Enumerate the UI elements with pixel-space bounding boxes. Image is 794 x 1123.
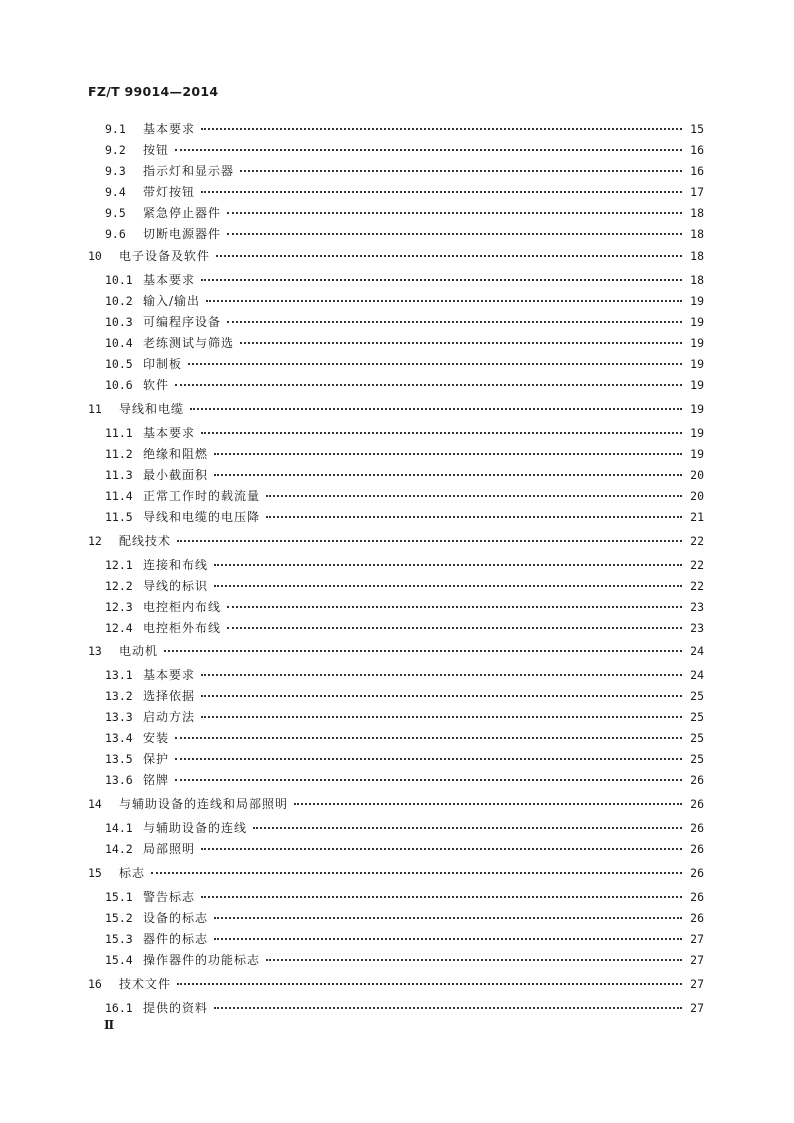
- toc-entry-page: 25: [690, 731, 704, 745]
- toc-entry[interactable]: [105, 930, 704, 948]
- toc-entry-title: 提供的资料: [143, 1001, 209, 1015]
- toc-entry-number: 13.2: [105, 689, 133, 703]
- toc-entry[interactable]: [88, 975, 704, 993]
- toc-entry-page: 15: [690, 122, 704, 136]
- toc-leader-dots: [175, 757, 682, 760]
- toc-entry-page: 22: [690, 558, 704, 572]
- toc-entry-title: 按钮: [143, 143, 170, 157]
- toc-entry-title: 电子设备及软件: [119, 249, 211, 263]
- toc-entry[interactable]: [105, 445, 704, 463]
- toc-entry-page: 25: [690, 710, 704, 724]
- toc-entry-number: 15: [88, 866, 102, 880]
- toc-entry-number: 16: [88, 977, 102, 991]
- toc-leader-dots: [240, 341, 682, 344]
- standard-code: FZ/T 99014—2014: [88, 84, 219, 99]
- toc-entry-page: 22: [690, 579, 704, 593]
- toc-entry[interactable]: [105, 120, 704, 138]
- toc-entry-page: 18: [690, 227, 704, 241]
- toc-entry-title: 警告标志: [143, 890, 196, 904]
- toc-entry[interactable]: [105, 487, 704, 505]
- toc-entry-title: 电控柜外布线: [143, 621, 222, 635]
- toc-entry-number: 13.4: [105, 731, 133, 745]
- toc-entry-title: 带灯按钮: [143, 185, 196, 199]
- toc-entry-number: 11.5: [105, 510, 133, 524]
- toc-entry-title: 选择依据: [143, 689, 196, 703]
- toc-entry-number: 13.6: [105, 773, 133, 787]
- toc-entry-title: 紧急停止器件: [143, 206, 222, 220]
- toc-entry-title: 导线的标识: [143, 579, 209, 593]
- toc-entry[interactable]: [105, 466, 704, 484]
- toc-entry-title: 基本要求: [143, 122, 196, 136]
- toc-leader-dots: [175, 736, 682, 739]
- toc-entry-page: 16: [690, 143, 704, 157]
- toc-leader-dots: [151, 871, 682, 874]
- toc-entry-number: 14: [88, 797, 102, 811]
- toc-entry-page: 19: [690, 294, 704, 308]
- toc-entry[interactable]: [105, 225, 704, 243]
- toc-leader-dots: [266, 958, 682, 961]
- toc-entry-title: 导线和电缆: [119, 402, 185, 416]
- toc-leader-dots: [201, 694, 682, 697]
- toc-entry-number: 12.3: [105, 600, 133, 614]
- toc-entry-number: 11.1: [105, 426, 133, 440]
- toc-entry-title: 软件: [143, 378, 170, 392]
- toc-entry-title: 局部照明: [143, 842, 196, 856]
- toc-entry-title: 标志: [119, 866, 146, 880]
- toc-leader-dots: [175, 148, 682, 151]
- toc-entry-title: 老练测试与筛选: [143, 336, 235, 350]
- toc-leader-dots: [266, 515, 682, 518]
- toc-entry-title: 指示灯和显示器: [143, 164, 235, 178]
- toc-entry[interactable]: [105, 999, 704, 1017]
- toc-entry-page: 26: [690, 842, 704, 856]
- toc-leader-dots: [201, 673, 682, 676]
- toc-leader-dots: [177, 982, 682, 985]
- toc-leader-dots: [227, 211, 682, 214]
- toc-leader-dots: [175, 383, 682, 386]
- toc-entry[interactable]: [88, 864, 704, 882]
- toc-entry[interactable]: [105, 183, 704, 201]
- toc-entry-title: 导线和电缆的电压降: [143, 510, 261, 524]
- toc-entry-number: 9.4: [105, 185, 126, 199]
- toc-entry-title: 基本要求: [143, 668, 196, 682]
- toc-entry-page: 19: [690, 426, 704, 440]
- toc-entry-title: 电动机: [119, 644, 159, 658]
- toc-entry-page: 27: [690, 932, 704, 946]
- toc-entry-page: 20: [690, 489, 704, 503]
- toc-entry-page: 19: [690, 315, 704, 329]
- toc-leader-dots: [201, 895, 682, 898]
- toc-entry[interactable]: [105, 204, 704, 222]
- toc-entry-number: 10.2: [105, 294, 133, 308]
- toc-entry-title: 绝缘和阻燃: [143, 447, 209, 461]
- toc-entry-title: 安装: [143, 731, 170, 745]
- toc-entry-title: 铭牌: [143, 773, 170, 787]
- toc-entry-number: 14.2: [105, 842, 133, 856]
- toc-entry-number: 15.3: [105, 932, 133, 946]
- toc-entry-page: 26: [690, 866, 704, 880]
- toc-entry-page: 19: [690, 447, 704, 461]
- toc-entry-page: 26: [690, 797, 704, 811]
- toc-entry-page: 27: [690, 1001, 704, 1015]
- toc-entry[interactable]: [105, 598, 704, 616]
- toc-leader-dots: [190, 407, 682, 410]
- toc-leader-dots: [201, 127, 682, 130]
- toc-entry[interactable]: [105, 508, 704, 526]
- toc-entry[interactable]: [105, 708, 704, 726]
- toc-entry-title: 设备的标志: [143, 911, 209, 925]
- toc-entry[interactable]: [105, 888, 704, 906]
- toc-entry[interactable]: [105, 840, 704, 858]
- toc-leader-dots: [188, 362, 682, 365]
- toc-entry-title: 正常工作时的载流量: [143, 489, 261, 503]
- toc-entry-page: 26: [690, 890, 704, 904]
- toc-entry-number: 15.1: [105, 890, 133, 904]
- toc-entry-page: 19: [690, 402, 704, 416]
- toc-entry-title: 器件的标志: [143, 932, 209, 946]
- toc-entry-page: 21: [690, 510, 704, 524]
- toc-entry-page: 26: [690, 911, 704, 925]
- toc-entry-number: 12.4: [105, 621, 133, 635]
- toc-leader-dots: [175, 778, 682, 781]
- toc-entry[interactable]: [105, 771, 704, 789]
- toc-entry-page: 17: [690, 185, 704, 199]
- toc-entry-page: 27: [690, 977, 704, 991]
- toc-entry-number: 10.3: [105, 315, 133, 329]
- toc-entry-page: 20: [690, 468, 704, 482]
- toc-entry-number: 10: [88, 249, 102, 263]
- toc-entry-number: 10.6: [105, 378, 133, 392]
- toc-entry[interactable]: [105, 909, 704, 927]
- toc-entry-number: 10.4: [105, 336, 133, 350]
- toc-entry[interactable]: [105, 819, 704, 837]
- toc-entry-number: 13.5: [105, 752, 133, 766]
- toc-entry-title: 与辅助设备的连线和局部照明: [119, 797, 289, 811]
- toc-entry-number: 11: [88, 402, 102, 416]
- toc-entry[interactable]: [88, 400, 704, 418]
- toc-entry[interactable]: [105, 556, 704, 574]
- toc-entry-title: 操作器件的功能标志: [143, 953, 261, 967]
- toc-entry-number: 12.1: [105, 558, 133, 572]
- toc-entry-title: 基本要求: [143, 273, 196, 287]
- toc-entry[interactable]: [105, 271, 704, 289]
- toc-leader-dots: [164, 649, 682, 652]
- toc-entry[interactable]: [88, 642, 704, 660]
- toc-entry-page: 16: [690, 164, 704, 178]
- toc-entry-page: 27: [690, 953, 704, 967]
- toc-entry-number: 9.6: [105, 227, 126, 241]
- toc-entry[interactable]: [105, 424, 704, 442]
- toc-entry-title: 连接和布线: [143, 558, 209, 572]
- toc-leader-dots: [201, 431, 682, 434]
- toc-entry-number: 15.2: [105, 911, 133, 925]
- toc-entry[interactable]: [105, 162, 704, 180]
- toc-entry[interactable]: [105, 292, 704, 310]
- toc-leader-dots: [201, 847, 682, 850]
- toc-entry-number: 9.2: [105, 143, 126, 157]
- toc-leader-dots: [227, 320, 682, 323]
- toc-entry-number: 12.2: [105, 579, 133, 593]
- toc-leader-dots: [227, 626, 682, 629]
- toc-entry[interactable]: [105, 951, 704, 969]
- toc-leader-dots: [214, 937, 682, 940]
- page-number-roman: Ⅱ: [104, 1018, 115, 1032]
- toc-leader-dots: [214, 452, 682, 455]
- toc-entry-number: 13.3: [105, 710, 133, 724]
- toc-entry-page: 26: [690, 821, 704, 835]
- toc-leader-dots: [240, 169, 682, 172]
- toc-entry-title: 保护: [143, 752, 170, 766]
- toc-entry[interactable]: [105, 687, 704, 705]
- toc-entry-page: 18: [690, 273, 704, 287]
- toc-entry-page: 19: [690, 336, 704, 350]
- toc-entry-page: 23: [690, 600, 704, 614]
- toc-leader-dots: [214, 563, 682, 566]
- toc-entry-page: 19: [690, 378, 704, 392]
- toc-entry-title: 与辅助设备的连线: [143, 821, 248, 835]
- toc-entry[interactable]: [105, 355, 704, 373]
- toc-entry-title: 印制板: [143, 357, 183, 371]
- toc-leader-dots: [214, 584, 682, 587]
- toc-entry-number: 14.1: [105, 821, 133, 835]
- toc-entry-number: 10.5: [105, 357, 133, 371]
- toc-entry-number: 9.1: [105, 122, 126, 136]
- toc-entry-number: 12: [88, 534, 102, 548]
- toc-entry[interactable]: [105, 750, 704, 768]
- toc-entry-page: 25: [690, 689, 704, 703]
- toc-entry[interactable]: [105, 141, 704, 159]
- toc-entry-number: 16.1: [105, 1001, 133, 1015]
- toc-entry-title: 启动方法: [143, 710, 196, 724]
- toc-leader-dots: [227, 232, 682, 235]
- toc-entry-number: 9.3: [105, 164, 126, 178]
- toc-entry-number: 11.4: [105, 489, 133, 503]
- toc-entry-title: 最小截面积: [143, 468, 209, 482]
- toc-entry-number: 13.1: [105, 668, 133, 682]
- toc-entry-number: 10.1: [105, 273, 133, 287]
- toc-entry[interactable]: [105, 313, 704, 331]
- toc-entry[interactable]: [88, 532, 704, 550]
- toc-entry[interactable]: [105, 376, 704, 394]
- toc-entry[interactable]: [105, 334, 704, 352]
- toc-entry-page: 18: [690, 249, 704, 263]
- toc-leader-dots: [294, 802, 682, 805]
- toc-entry[interactable]: [88, 247, 704, 265]
- toc-leader-dots: [214, 1006, 682, 1009]
- toc-entry[interactable]: [88, 795, 704, 813]
- toc-entry-page: 19: [690, 357, 704, 371]
- toc-leader-dots: [201, 190, 682, 193]
- toc-entry-title: 基本要求: [143, 426, 196, 440]
- toc-entry[interactable]: [105, 729, 704, 747]
- toc-entry[interactable]: [105, 619, 704, 637]
- toc-leader-dots: [216, 254, 682, 257]
- toc-leader-dots: [266, 494, 682, 497]
- toc-entry-page: 18: [690, 206, 704, 220]
- toc-entry[interactable]: [105, 666, 704, 684]
- toc-entry[interactable]: [105, 577, 704, 595]
- toc-leader-dots: [201, 715, 682, 718]
- toc-entry-page: 23: [690, 621, 704, 635]
- toc-leader-dots: [253, 826, 682, 829]
- toc-leader-dots: [214, 916, 682, 919]
- toc-entry-number: 11.3: [105, 468, 133, 482]
- toc-entry-page: 24: [690, 644, 704, 658]
- toc-entry-title: 可编程序设备: [143, 315, 222, 329]
- toc-leader-dots: [227, 605, 682, 608]
- toc-entry-number: 15.4: [105, 953, 133, 967]
- toc-entry-title: 配线技术: [119, 534, 172, 548]
- toc-entry-title: 切断电源器件: [143, 227, 222, 241]
- toc-leader-dots: [201, 278, 682, 281]
- toc-entry-number: 13: [88, 644, 102, 658]
- toc-entry-page: 25: [690, 752, 704, 766]
- toc-entry-title: 电控柜内布线: [143, 600, 222, 614]
- toc-entry-number: 11.2: [105, 447, 133, 461]
- toc-entry-number: 9.5: [105, 206, 126, 220]
- toc-entry-page: 24: [690, 668, 704, 682]
- toc-entry-title: 技术文件: [119, 977, 172, 991]
- toc-entry-page: 26: [690, 773, 704, 787]
- toc-leader-dots: [214, 473, 682, 476]
- toc-leader-dots: [177, 539, 682, 542]
- toc-entry-page: 22: [690, 534, 704, 548]
- toc-leader-dots: [206, 299, 682, 302]
- toc-entry-title: 输入/输出: [143, 294, 201, 308]
